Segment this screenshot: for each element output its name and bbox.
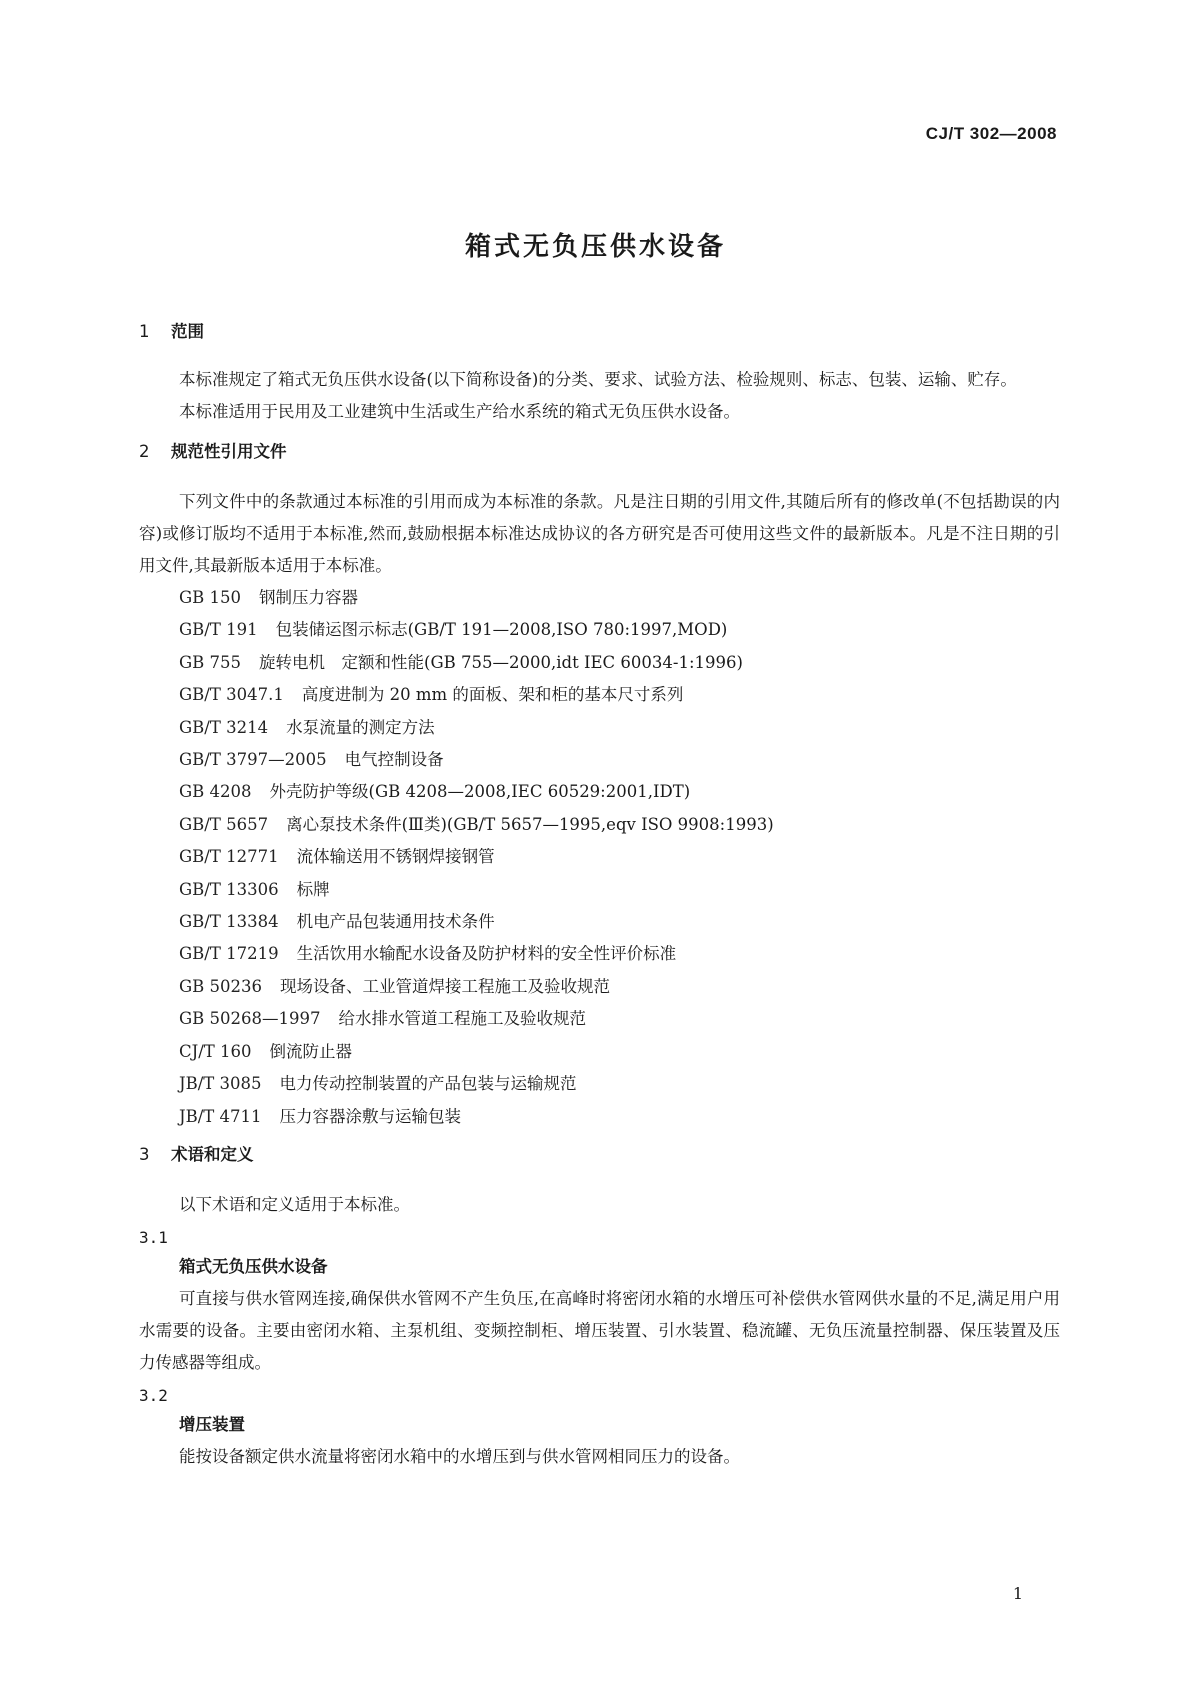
reference-title: 旋转电机 定额和性能(GB 755—2000,idt IEC 60034-1:1996) bbox=[259, 652, 743, 672]
page-number: 1 bbox=[1012, 1584, 1023, 1603]
section-3-heading bbox=[139, 1143, 1060, 1167]
reference-title: 倒流防止器 bbox=[269, 1041, 353, 1061]
reference-title: 高度进制为 20 mm 的面板、架和柜的基本尺寸系列 bbox=[301, 685, 684, 705]
reference-title: 离心泵技术条件(Ⅲ类)(GB/T 5657—1995,eqv ISO 9908:1993) bbox=[286, 814, 774, 834]
reference-title: 包装储运图示标志(GB/T 191—2008,ISO 780:1997,MOD) bbox=[275, 620, 728, 640]
section-number: 1 bbox=[139, 322, 150, 341]
reference-code: GB 50236 bbox=[179, 976, 263, 996]
reference-item bbox=[179, 1068, 1060, 1100]
section-2-heading bbox=[139, 440, 1060, 464]
reference-title: 机电产品包装通用技术条件 bbox=[296, 912, 495, 932]
paragraph: 下列文件中的条款通过本标准的引用而成为本标准的条款。凡是注日期的引用文件,其随后所有的修改单(不包括勘误的内容)或修订版均不适用于本标准,然而,鼓励根据本标准达成协议的各方研究是否可使用这些文件的最新版本。凡是不注日期的引用文件,其最新版本适用于本标准。 bbox=[139, 492, 1060, 575]
term-number: 3.2 bbox=[139, 1385, 168, 1405]
reference-item bbox=[179, 874, 1060, 906]
reference-title: 压力容器涂敷与运输包装 bbox=[279, 1106, 462, 1126]
reference-code: GB 150 bbox=[179, 588, 242, 607]
section-1-heading bbox=[139, 320, 1060, 344]
reference-item bbox=[179, 1036, 1060, 1068]
reference-item bbox=[179, 1003, 1060, 1035]
reference-code: GB/T 3214 bbox=[179, 717, 269, 737]
term-name: 箱式无负压供水设备 bbox=[179, 1256, 328, 1276]
section-title: 术语和定义 bbox=[171, 1144, 254, 1164]
term-definition: 可直接与供水管网连接,确保供水管网不产生负压,在高峰时将密闭水箱的水增压可补偿供水管网供水量的不足,满足用户用水需要的设备。主要由密闭水箱、主泵机组、变频控制柜、增压装置、引水装置、稳流罐、无负压流量控制器、保压装置及压力传感器等组成。 bbox=[139, 1288, 1060, 1372]
paragraph: 以下术语和定义适用于本标准。 bbox=[179, 1194, 410, 1214]
reference-item bbox=[179, 1101, 1060, 1133]
reference-code: GB/T 12771 bbox=[179, 847, 279, 867]
term-definition: 能按设备额定供水流量将密闭水箱中的水增压到与供水管网相同压力的设备。 bbox=[179, 1446, 740, 1466]
term-name: 增压装置 bbox=[179, 1414, 245, 1434]
reference-title: 电力传动控制装置的产品包装与运输规范 bbox=[279, 1074, 577, 1094]
reference-code: GB/T 5657 bbox=[179, 814, 269, 834]
document-title: 箱式无负压供水设备 bbox=[464, 232, 726, 262]
reference-list bbox=[139, 582, 1060, 1133]
reference-title: 水泵流量的测定方法 bbox=[286, 717, 435, 737]
reference-title: 电气控制设备 bbox=[344, 750, 444, 770]
reference-item bbox=[179, 582, 1060, 614]
paragraph: 本标准规定了箱式无负压供水设备(以下简称设备)的分类、要求、试验方法、检验规则、标志、包装、运输、贮存。 bbox=[179, 370, 1017, 389]
reference-title: 钢制压力容器 bbox=[259, 588, 359, 607]
reference-item bbox=[179, 712, 1060, 744]
reference-item bbox=[179, 906, 1060, 938]
reference-code: JB/T 4711 bbox=[179, 1106, 262, 1126]
standard-code: CJ/T 302—2008 bbox=[925, 124, 1057, 143]
reference-code: GB 50268—1997 bbox=[179, 1009, 321, 1029]
reference-item bbox=[179, 841, 1060, 873]
reference-title: 给水排水管道工程施工及验收规范 bbox=[338, 1009, 587, 1029]
reference-title: 生活饮用水输配水设备及防护材料的安全性评价标准 bbox=[296, 944, 677, 964]
reference-item bbox=[179, 809, 1060, 841]
reference-code: GB 4208 bbox=[179, 782, 252, 802]
reference-item bbox=[179, 679, 1060, 711]
reference-code: GB/T 13306 bbox=[179, 879, 279, 899]
section-title: 规范性引用文件 bbox=[171, 442, 287, 461]
section-title: 范围 bbox=[171, 322, 204, 341]
reference-item bbox=[179, 614, 1060, 646]
reference-title: 流体输送用不锈钢焊接钢管 bbox=[296, 847, 495, 867]
reference-item bbox=[179, 938, 1060, 970]
reference-title: 外壳防护等级(GB 4208—2008,IEC 60529:2001,IDT) bbox=[269, 782, 691, 802]
reference-title: 标牌 bbox=[296, 879, 330, 899]
document-body bbox=[139, 320, 1060, 1473]
reference-code: JB/T 3085 bbox=[179, 1074, 262, 1094]
reference-code: GB/T 3797—2005 bbox=[179, 750, 327, 770]
section-number: 3 bbox=[139, 1144, 150, 1164]
reference-item bbox=[179, 776, 1060, 808]
reference-code: GB/T 13384 bbox=[179, 912, 279, 932]
reference-code: GB/T 191 bbox=[179, 620, 258, 640]
term-number: 3.1 bbox=[139, 1227, 168, 1247]
reference-code: GB/T 17219 bbox=[179, 944, 279, 964]
reference-code: CJ/T 160 bbox=[179, 1041, 252, 1061]
reference-title: 现场设备、工业管道焊接工程施工及验收规范 bbox=[280, 976, 611, 996]
reference-code: GB 755 bbox=[179, 652, 242, 672]
reference-item bbox=[179, 971, 1060, 1003]
reference-item bbox=[179, 647, 1060, 679]
reference-code: GB/T 3047.1 bbox=[179, 685, 284, 705]
reference-item bbox=[179, 744, 1060, 776]
section-number: 2 bbox=[139, 442, 150, 461]
paragraph: 本标准适用于民用及工业建筑中生活或生产给水系统的箱式无负压供水设备。 bbox=[179, 402, 740, 421]
